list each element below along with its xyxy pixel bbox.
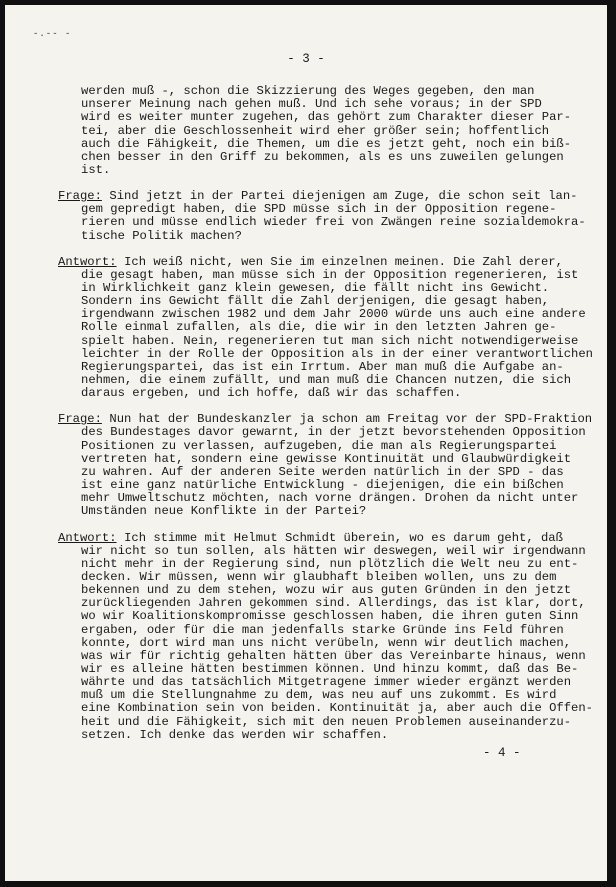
text-line: wird es weiter munter zugehen, das gehört zum Charakter dieser Par-: [81, 110, 572, 125]
text-line: auch die Fähigkeit, die Themen, um die es jetzt geht, noch ein biß-: [81, 136, 572, 151]
text-line: was wir für richtig gehalten hätten über das Vereinbarte hinaus, wenn: [81, 648, 586, 663]
text-line: konnte, dort wird man uns nicht verübeln, wenn wir deutlich machen,: [81, 635, 572, 650]
text-line: tei, aber die Geschlossenheit wird eher größer sein; hoffentlich: [81, 123, 550, 138]
text-line: ergaben, oder für die man jedenfalls starke Gründe ins Feld führen: [81, 622, 564, 637]
text-line: rieren und müsse endlich wieder frei von Zwängen reine sozialdemokra-: [81, 215, 586, 230]
text-line: Umständen neue Konflikte in der Partei?: [81, 504, 367, 519]
text-line: zu wahren. Auf der anderen Seite werden natürlich in der SPD - das: [81, 464, 564, 479]
text-line: unserer Meinung nach gehen muß. Und ich sehe voraus; in der SPD: [81, 97, 542, 112]
text-line: wir nicht so tun sollen, als hätten wir deswegen, weil wir irgendwann: [81, 543, 586, 558]
text-line: des Bundestages davor gewarnt, in der jetzt bevorstehenden Opposition: [81, 425, 586, 440]
text-line: irgendwann zwischen 1982 und dem Jahr 2000 würde uns auch eine andere: [81, 307, 586, 322]
text-line: nehmen, die einem zufällt, und man muß die Chancen nutzen, die sich: [81, 373, 572, 387]
text-line: mehr Umweltschutz möchten, nach vorne drängen. Drohen da nicht unter: [81, 491, 579, 506]
text-line: heit und die Fähigkeit, sich mit den neuen Problemen auseinanderzu-: [81, 714, 572, 729]
text-line: vertreten hat, sondern eine gewisse Kontinuität und Glaubwürdigkeit: [81, 451, 572, 466]
answer-label: Antwort:: [58, 254, 117, 269]
text-line: Regierungspartei, das ist ein Irrtum. Aber man muß die Aufgabe an-: [81, 359, 564, 374]
text-line: leichter in der Rolle der Opposition als in der einer verantwortlichen: [81, 346, 593, 361]
answer-label: Antwort:: [58, 530, 117, 545]
text-line: währte und das tatsächlich Mitgetragene immer wieder ergänzt werden: [81, 675, 572, 690]
text-line: daraus ergeben, und ich hoffe, daß wir das schaffen.: [81, 386, 462, 401]
text-line: Ich stimme mit Helmut Schmidt überein, wo es darum geht, daß: [124, 530, 563, 545]
text-line: Positionen zu verlassen, aufzugeben, die man als Regierungspartei: [81, 438, 557, 453]
corner-mark: -.-- -: [33, 29, 72, 39]
page-number: - 3 -: [287, 52, 325, 66]
text-line: Ich weiß nicht, wen Sie im einzelnen meinen. Die Zahl derer,: [124, 254, 563, 269]
text-line: tische Politik machen?: [81, 228, 242, 243]
text-line: Nun hat der Bundeskanzler ja schon am Freitag vor der SPD-Fraktion: [109, 412, 593, 427]
question-label: Frage:: [58, 189, 102, 204]
text-line: chen besser in den Griff zu bekommen, als es uns zuweilen gelungen: [81, 149, 564, 164]
text-line: die gesagt haben, man müsse sich in der Opposition regenerieren, ist: [81, 267, 579, 282]
text-line: wo wir Koalitionskompromisse geschlossen haben, die ihren guten Sinn: [81, 609, 579, 624]
text-line: nicht mehr in der Regierung sind, nun plötzlich die Welt neu zu ent-: [81, 556, 579, 571]
text-line: spielt haben. Nein, regenerieren tut man sich nicht notwendigerweise: [81, 333, 579, 348]
text-line: ist eine ganz natürliche Entwicklung - diejenigen, die ein bißchen: [81, 478, 564, 492]
next-page-marker: - 4 -: [483, 746, 521, 760]
text-line: werden muß -, schon die Skizzierung des Weges gegeben, den man: [81, 84, 535, 98]
document-page: [5, 5, 607, 881]
text-line: decken. Wir müssen, wenn wir glaubhaft bleiben wollen, uns zu dem: [81, 569, 557, 584]
question-label: Frage:: [58, 412, 102, 427]
text-line: eine Kombination sein von beiden. Kontinuität ja, aber auch die Offen-: [81, 701, 593, 716]
text-line: wir es alleine hätten bestimmen können. Und hinzu kommt, daß das Be-: [81, 662, 579, 676]
text-line: gem gepredigt haben, die SPD müsse sich in der Opposition regene-: [81, 202, 557, 217]
text-line: zurückliegenden Jahren gekommen sind. Allerdings, das ist klar, dort,: [81, 596, 586, 611]
text-line: Sondern ins Gewicht fällt die Zahl derjenigen, die gesagt haben,: [81, 294, 550, 309]
text-line: Sind jetzt in der Partei diejenigen am Zuge, die schon seit lan-: [109, 189, 578, 204]
text-line: ist.: [81, 162, 111, 177]
text-line: in Wirklichkeit ganz klein gewesen, die fällt nicht ins Gewicht.: [81, 281, 550, 295]
text-line: setzen. Ich denke das werden wir schaffen.: [81, 727, 389, 742]
text-line: muß um die Stellungnahme zu dem, was neu auf uns zukommt. Es wird: [81, 688, 557, 703]
text-line: bekennen und zu dem stehen, wozu wir aus guten Gründen in den jetzt: [81, 583, 572, 598]
text-line: Rolle einmal zufallen, als die, die wir in den letzten Jahren ge-: [81, 320, 557, 335]
